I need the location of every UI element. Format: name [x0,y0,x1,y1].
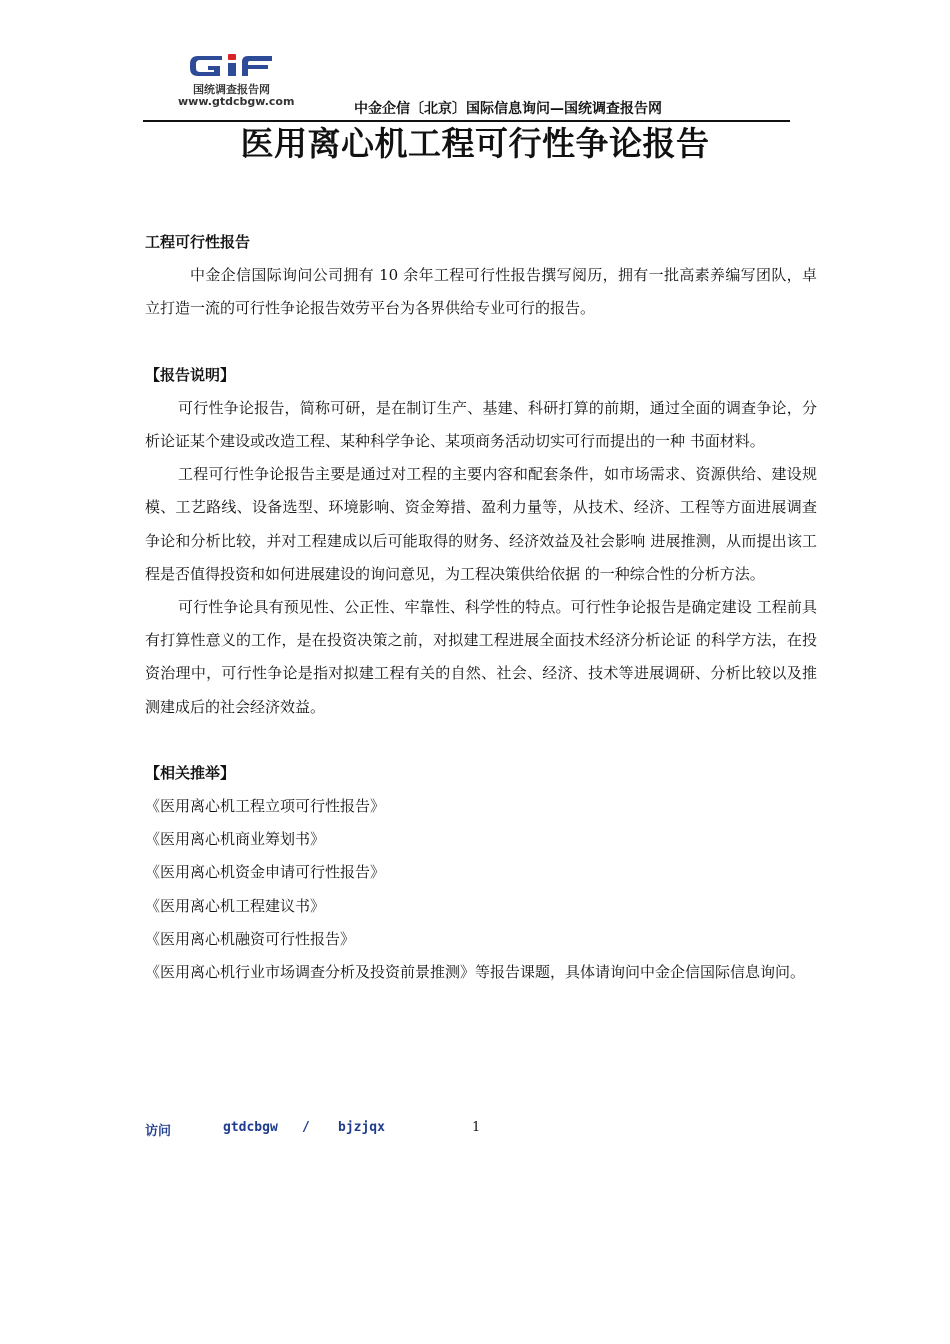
footer-slash: / [302,1120,310,1135]
footer-path-link[interactable]: bjzjqx [338,1120,385,1135]
related-item: 《医用离心机资金申请可行性报告》 [145,863,386,882]
description-paragraph: 可行性争论报告，简称可研，是在制订生产、基建、科研打算的前期，通过全面的调查争论，分析论证某个建设或改造工程、某种科学争论、某项商务活动切实可行而提出的一种 书面材料。 [145,398,817,451]
document-title: 医用离心机工程可行性争论报告 [240,124,710,163]
company-header: 中金企信〔北京〕国际信息询问—国统调查报告网 [354,101,662,117]
related-item: 《医用离心机商业筹划书》 [145,830,326,849]
related-item: 《医用离心机融资可行性报告》 [145,929,356,948]
description-paragraph: 可行性争论具有预见性、公正性、牢靠性、科学性的特点。可行性争论报告是确定建设 工程前具有打算性意义的工作，是在投资决策之前，对拟建工程进展全面技术经济分析论证 的科学方法，在投资治理中，可行性争论是指对拟建工程有关的自然、社会、经济、技术等进展调研、分析比较以及推测建成后的社会经济效益。 [145,598,817,716]
intro-paragraph: 中金企信国际询问公司拥有 10 余年工程可行性报告撰写阅历，拥有一批高素养编写团队，卓立打造一流的可行性争论报告效劳平台为各界供给专业可行的报告。 [145,266,817,318]
footer-visit-label: 访问 [145,1124,172,1139]
document-body [145,226,817,989]
logo-chinese-name: 国统调查报告网 [193,83,270,96]
related-item: 《医用离心机工程立项可行性报告》 [145,797,386,816]
site-logo [180,52,310,110]
related-item: 《医用离心机行业市场调查分析及投资前景推测》等报告课题，具体请询问中金企信国际信息询问。 [145,963,806,982]
description-heading: 【报告说明】 [145,365,236,384]
intro-heading: 工程可行性报告 [145,233,251,251]
footer-site-link[interactable]: gtdcbgw [223,1120,278,1135]
description-paragraph: 工程可行性争论报告主要是通过对工程的主要内容和配套条件，如市场需求、资源供给、建设规模、工艺路线、设备选型、环境影响、资金筹措、盈利力量等，从技术、经济、工程等方面进展调查争论和分析比较，并对工程建成以后可能取得的财务、经济效益及社会影响 进展推测，从而提出该工程是否值得投资和如何进展建设的询问意见，为工程决策供给依据 的一种综合性的分析方法。 [145,465,817,583]
gif-logo-icon [180,52,290,80]
related-heading: 【相关推举】 [145,763,236,782]
logo-url: www.gtdcbgw.com [178,95,295,108]
related-item: 《医用离心机工程建议书》 [145,896,326,915]
page-number: 1 [472,1120,481,1135]
